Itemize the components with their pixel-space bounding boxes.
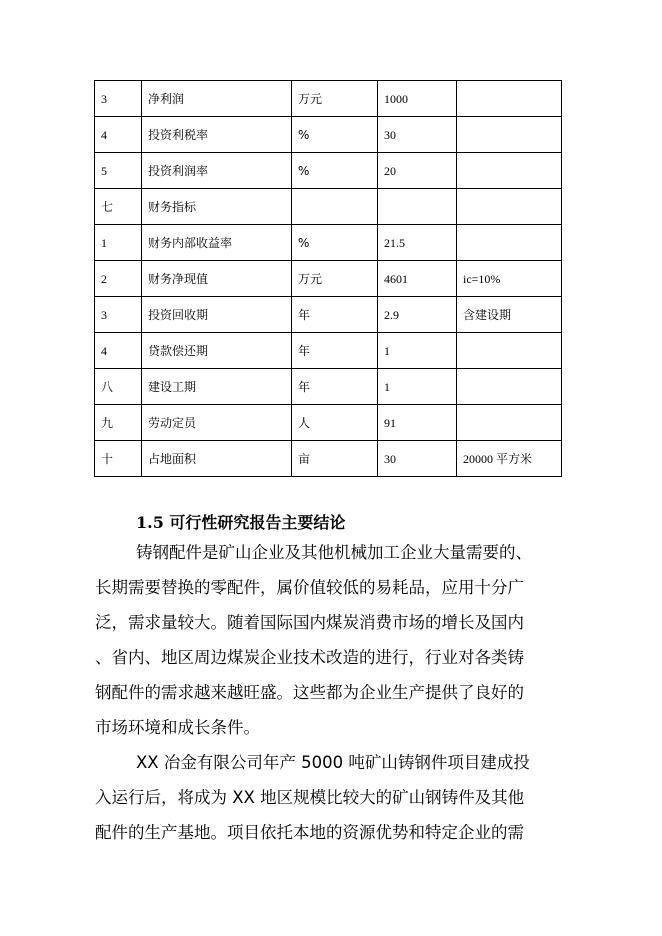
paragraph-line: 泛，需求量较大。随着国际国内煤炭消费市场的增长及国内 — [95, 613, 524, 632]
table-cell: 人 — [292, 405, 378, 441]
table-row — [95, 333, 562, 369]
table-cell: % — [292, 117, 378, 153]
table-cell: 20000 平方米 — [457, 441, 562, 477]
table-row — [95, 261, 562, 297]
paragraph-line: 入运行后，将成为 XX 地区规模比较大的矿山钢铸件及其他 — [95, 788, 525, 807]
table-cell: 1000 — [378, 81, 457, 117]
table-cell: 财务指标 — [142, 189, 292, 225]
table-cell — [457, 369, 562, 405]
table-cell: 2.9 — [378, 297, 457, 333]
table-cell — [457, 333, 562, 369]
paragraph-line: 市场环境和成长条件。 — [95, 718, 260, 737]
table-row — [95, 117, 562, 153]
table-cell: 建设工期 — [142, 369, 292, 405]
table-cell: 年 — [292, 297, 378, 333]
table-cell — [457, 117, 562, 153]
table-cell: 净利润 — [142, 81, 292, 117]
table-cell: 年 — [292, 333, 378, 369]
table-cell: 4 — [95, 333, 142, 369]
table-cell: 投资利润率 — [142, 153, 292, 189]
table-cell: 20 — [378, 153, 457, 189]
table-cell: 2 — [95, 261, 142, 297]
table-row — [95, 441, 562, 477]
table-cell: 十 — [95, 441, 142, 477]
table-cell: 万元 — [292, 261, 378, 297]
conclusion-paragraph-2 — [95, 745, 530, 850]
table-cell: 投资利税率 — [142, 117, 292, 153]
table-cell: 5 — [95, 153, 142, 189]
table-cell: 4 — [95, 117, 142, 153]
paragraph-line: 钢配件的需求越来越旺盛。这些都为企业生产提供了良好的 — [95, 683, 524, 702]
table-cell: 91 — [378, 405, 457, 441]
conclusion-paragraph-1 — [95, 535, 532, 745]
table-cell: 亩 — [292, 441, 378, 477]
table-cell: 3 — [95, 81, 142, 117]
table-cell: ic=10% — [457, 261, 562, 297]
table-cell: 七 — [95, 189, 142, 225]
table-cell — [457, 81, 562, 117]
table-cell: % — [292, 225, 378, 261]
table-cell: 占地面积 — [142, 441, 292, 477]
table-cell: 21.5 — [378, 225, 457, 261]
table-cell: 贷款偿还期 — [142, 333, 292, 369]
paragraph-line: 铸钢配件是矿山企业及其他机械加工企业大量需要的、 — [136, 543, 532, 562]
table-cell: 1 — [378, 333, 457, 369]
table-cell — [292, 189, 378, 225]
table-cell: 劳动定员 — [142, 405, 292, 441]
table-cell — [378, 189, 457, 225]
table-cell: 八 — [95, 369, 142, 405]
table-row — [95, 189, 562, 225]
paragraph-line: 配件的生产基地。项目依托本地的资源优势和特定企业的需 — [95, 823, 524, 842]
table-cell: 3 — [95, 297, 142, 333]
section-heading: 1.5 可行性研究报告主要结论 — [136, 513, 346, 532]
indicator-table — [94, 80, 562, 477]
table-cell: 4601 — [378, 261, 457, 297]
table-cell — [457, 225, 562, 261]
table-cell: 含建设期 — [457, 297, 562, 333]
table-cell: 30 — [378, 441, 457, 477]
table-cell — [457, 189, 562, 225]
table-cell — [457, 153, 562, 189]
table-cell — [457, 405, 562, 441]
table-row — [95, 153, 562, 189]
paragraph-line: 、省内、地区周边煤炭企业技术改造的进行，行业对各类铸 — [95, 648, 524, 667]
table-row — [95, 297, 562, 333]
paragraph-line: 长期需要替换的零配件，属价值较低的易耗品，应用十分广 — [95, 578, 524, 597]
table-cell: 投资回收期 — [142, 297, 292, 333]
table-cell: 年 — [292, 369, 378, 405]
table-cell: 九 — [95, 405, 142, 441]
table-cell: 财务内部收益率 — [142, 225, 292, 261]
table-cell: 万元 — [292, 81, 378, 117]
table-cell: 1 — [378, 369, 457, 405]
table-row — [95, 405, 562, 441]
table-row — [95, 81, 562, 117]
table-row — [95, 225, 562, 261]
table-cell: % — [292, 153, 378, 189]
paragraph-line: XX 冶金有限公司年产 5000 吨矿山铸钢件项目建成投 — [136, 753, 530, 772]
table-cell: 30 — [378, 117, 457, 153]
table-cell: 1 — [95, 225, 142, 261]
table-cell: 财务净现值 — [142, 261, 292, 297]
table-row — [95, 369, 562, 405]
